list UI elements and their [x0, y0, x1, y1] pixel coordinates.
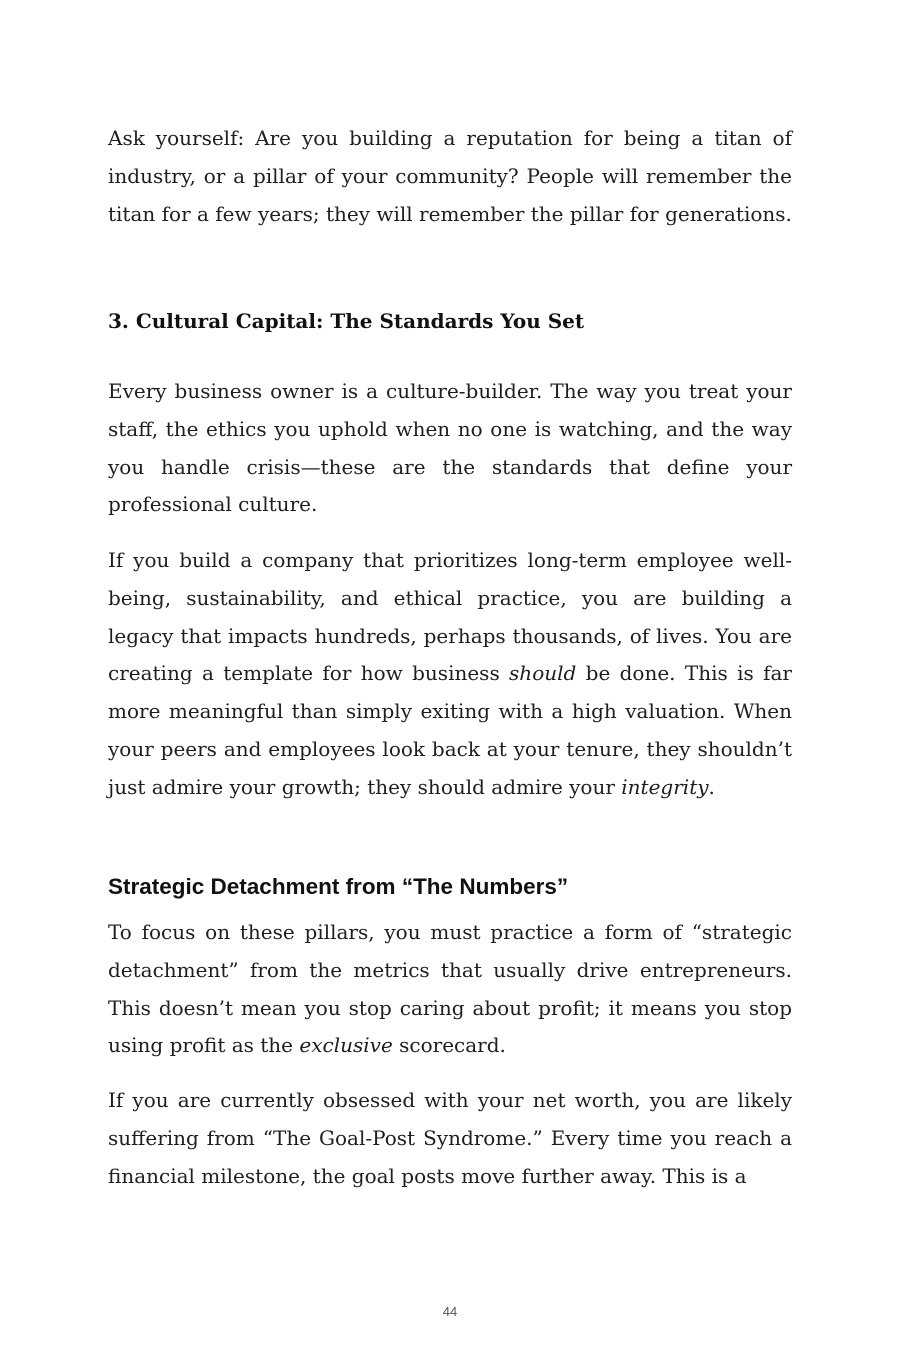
paragraph-culture-builder: Every business owner is a culture-builder. The way you treat your staff, the ethics you uphold when no one is watching, and the way you handle crisis—these are the standards that define your professional culture.: [108, 379, 792, 517]
paragraph-strategic-detachment-text-1: To focus on these pillars, you must practice a form of “strategic detachment” from the metrics that usually drive entrepreneurs. This doesn’t mean you stop caring about profit; it means you stop using profit as the: [108, 920, 792, 1058]
paragraph-legacy-template-text-3: .: [708, 774, 715, 799]
paragraph-legacy-template: [108, 542, 792, 807]
section-heading-cultural-capital: 3. Cultural Capital: The Standards You Set: [108, 309, 585, 333]
section-heading-strategic-detachment: Strategic Detachment from “The Numbers”: [108, 874, 569, 899]
paragraph-legacy-template-text-1: If you build a company that prioritizes long-term employee well-being, sustainability, and ethical practice, you are building a legacy that impacts hundreds, perhaps thousands, of lives. You are creating a template for how business: [108, 548, 792, 686]
emphasis-integrity: integrity: [621, 774, 709, 799]
emphasis-should: should: [509, 661, 577, 686]
paragraph-legacy-template-text-2: be done. This is far more meaningful than simply exiting with a high valuation. When your peers and employees look back at your tenure, they shouldn’t just admire your growth; they should admire your: [108, 661, 792, 799]
paragraph-goal-post-syndrome: If you are currently obsessed with your net worth, you are likely suffering from “The Goal-Post Syndrome.” Every time you reach a financial milestone, the goal posts move further away. This is a: [108, 1088, 792, 1188]
paragraph-pillar-question: Ask yourself: Are you building a reputation for being a titan of industry, or a pillar of your community? People will remember the titan for a few years; they will remember the pillar for generations.: [108, 126, 792, 226]
paragraph-strategic-detachment-text-2: scorecard.: [392, 1033, 506, 1058]
emphasis-exclusive: exclusive: [299, 1033, 393, 1058]
paragraph-strategic-detachment: [108, 914, 792, 1065]
page-number: 44: [442, 1304, 458, 1319]
